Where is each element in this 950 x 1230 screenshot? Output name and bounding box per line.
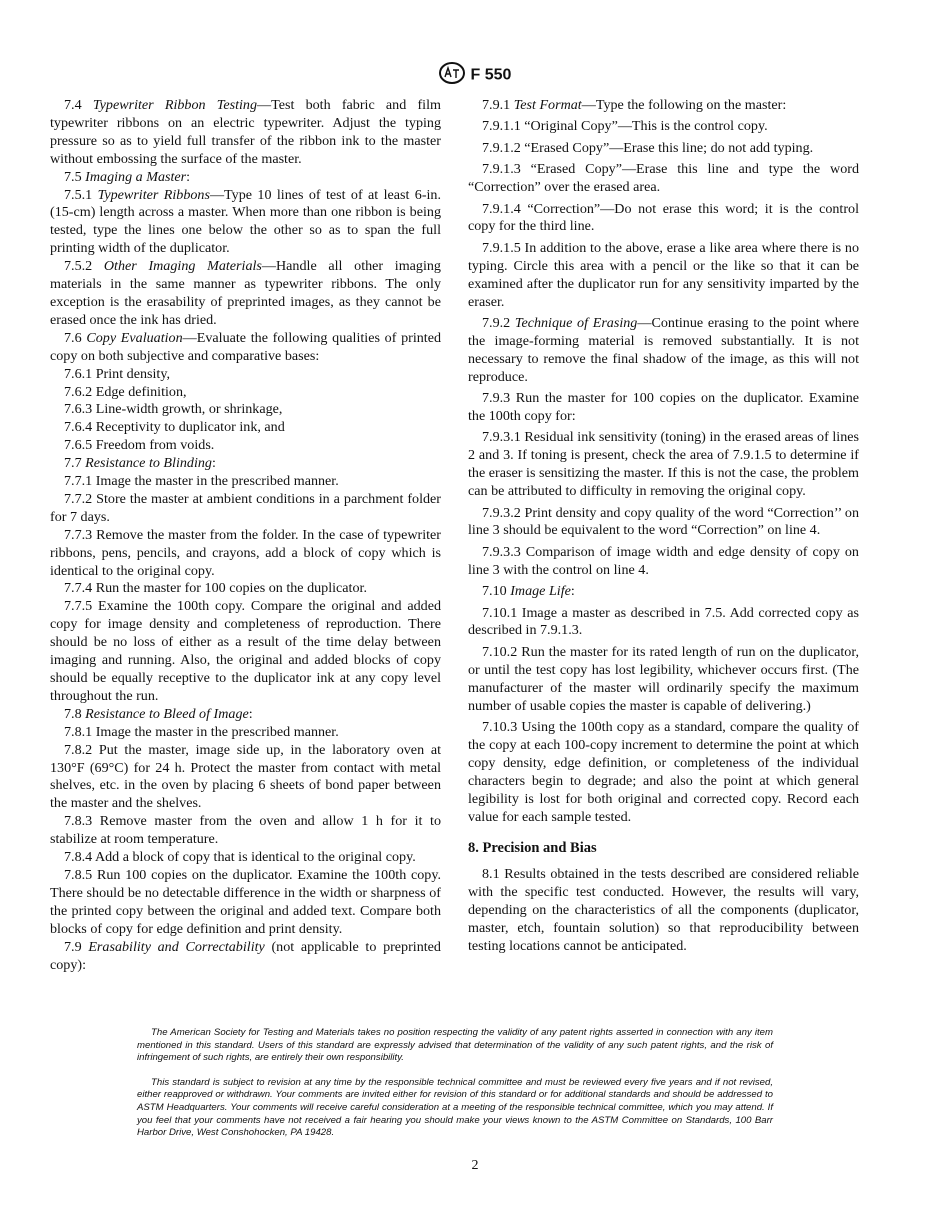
section-number: 7.7.3 <box>64 526 93 543</box>
paragraph-text: Comparison of image width and edge density of copy on line 3 with the control on line 4. <box>468 543 859 578</box>
paragraph-7-5 <box>50 169 441 187</box>
paragraph-7-9-3 <box>468 390 859 426</box>
paragraph-7-9-1-5 <box>468 240 859 312</box>
paragraph-title: Imaging a Master <box>85 168 187 185</box>
section-number: 7.9 <box>64 938 82 955</box>
patent-notice: The American Society for Testing and Materials takes no position respecting the validity of any patent rights asserted in connection with any item mentioned in this standard. Users of this standard are expressly advised that determination of the validity of any such patent rights, and the risk of infringement of such rights, are entirely their own responsibility. <box>137 1027 773 1064</box>
section-number: 7.10.3 <box>482 719 518 735</box>
paragraph-7-7-3 <box>50 527 441 581</box>
paragraph-7-10-2 <box>468 644 859 716</box>
section-number: 7.9.3.1 <box>482 429 521 446</box>
section-number: 7.10.2 <box>482 643 518 660</box>
paragraph-7-8-2 <box>50 742 441 814</box>
section-number: 7.6.5 <box>64 437 93 454</box>
paragraph-7-6-5 <box>50 437 441 455</box>
paragraph-7-9-2 <box>468 315 859 387</box>
page-header <box>0 62 950 89</box>
paragraph-text: Run 100 copies on the duplicator. Examine the 100th copy. There should be no detectable difference in the width or sharpness of the printed copy between the original and added text. Compare both blocks of copy for edge definition and print density. <box>50 866 441 937</box>
paragraph-text: In addition to the above, erase a like area where there is no typing. Circle this area with a pencil or the like so that it can be examined after the duplicator run for any sensitivity imparted by the eraser. <box>468 239 859 310</box>
paragraph-title: Typewriter Ribbon Testing <box>92 97 257 113</box>
paragraph-title: Test Format <box>513 97 582 113</box>
section-number: 7.7 <box>64 455 82 472</box>
paragraph-7-9-1-3 <box>468 161 859 197</box>
astm-logo-icon <box>439 62 465 89</box>
paragraph-7-7-4 <box>50 580 441 598</box>
paragraph-7-4 <box>50 97 441 169</box>
standard-designation: F 550 <box>470 66 512 84</box>
paragraph-7-6 <box>50 330 441 366</box>
section-number: 7.9.1.2 <box>482 139 521 156</box>
paragraph-text: Line-width growth, or shrinkage, <box>95 401 283 418</box>
paragraph-text: Examine the 100th copy. Compare the original and added copy for image density and completeness of reproduction. There should be no loss of either as a result of the time delay between imaging and running. Also, the original and added blocks of copy should be equally receptive to the duplicator ink at any copy level throughout the run. <box>50 598 441 704</box>
paragraph-text: Add a block of copy that is identical to the original copy. <box>94 849 416 866</box>
paragraph-7-9-3-1 <box>468 429 859 501</box>
paragraph-text: “Original Copy”—This is the control copy. <box>524 118 768 135</box>
paragraph-title: Copy Evaluation <box>86 329 183 346</box>
section-number: 7.9.1.1 <box>482 118 521 135</box>
paragraph-7-9-1 <box>468 97 859 115</box>
paragraph-7-7-1 <box>50 473 441 491</box>
paragraph-7-6-3 <box>50 401 441 419</box>
paragraph-7-9-1-4 <box>468 201 859 237</box>
section-number: 7.7.1 <box>64 473 93 490</box>
paragraph-7-10 <box>468 583 859 601</box>
paragraph-text: “Erased Copy”—Erase this line and type the word “Correction” over the erased area. <box>468 161 860 196</box>
paragraph-7-10-3 <box>468 719 859 826</box>
paragraph-text: : <box>570 583 575 600</box>
paragraph-7-5-1 <box>50 187 441 259</box>
paragraph-text: Edge definition, <box>95 383 187 400</box>
paragraph-7-8-5 <box>50 867 441 939</box>
paragraph-7-6-2 <box>50 384 441 402</box>
paragraph-7-8 <box>50 706 441 724</box>
section-number: 7.9.1.4 <box>482 200 521 217</box>
section-number: 7.9.3.3 <box>482 543 521 560</box>
paragraph-text: —Type 10 lines of test of at least 6-in. (15-cm) length across a master. When more than one ribbon is being tested, type the lines one below the other so as to span the full printing width of the duplicator. <box>50 186 441 257</box>
right-column <box>468 97 859 959</box>
paragraph-text: Run the master for 100 copies on the duplicator. Examine the 100th copy for: <box>468 390 860 424</box>
paragraph-title: Image Life <box>510 583 571 600</box>
paragraph-text: Print density and copy quality of the word “Correction’’ on line 3 should be equivalent to the word “Correction” on line 4. <box>468 504 860 539</box>
section-number: 7.7.4 <box>64 580 93 597</box>
paragraph-text: Print density, <box>95 365 170 382</box>
section-number: 7.7.2 <box>64 490 93 507</box>
paragraph-7-6-1 <box>50 366 441 384</box>
section-number: 7.10 <box>482 583 507 600</box>
paragraph-text: Using the 100th copy as a standard, compare the quality of the copy at each 100-copy increment to determine the point at which copy density, edge definition, or completeness of the individual characters begin to degrade; and also the point at which general legibility is lost for both original and corrected copy. Record each value for each sample tested. <box>468 719 859 825</box>
section-number: 7.9.1 <box>482 97 511 113</box>
paragraph-text: “Correction”—Do not erase this word; it is the control copy for the third line. <box>468 200 859 235</box>
paragraph-text: —Continue erasing to the point where the image-forming material is removed substantially. It is not necessary to remove the final shadow of the image, as this will not reproduce. <box>468 314 859 385</box>
paragraph-text: : <box>248 705 253 722</box>
paragraph-text: —Evaluate the following qualities of printed copy on both subjective and comparative bases: <box>50 329 442 364</box>
revision-notice: This standard is subject to revision at any time by the responsible technical committee and must be reviewed every five years and if not revised, either reapproved or withdrawn. Your comments are invited either for revision of this standard or for additional standards and should be addressed to ASTM Headquarters. Your comments will receive careful consideration at a meeting of the responsible technical committee, which you may attend. If you feel that your comments have not received a fair hearing you should make your views known to the ASTM Committee on Standards, 100 Barr Harbor Drive, West Conshohocken, PA 19428. <box>137 1076 773 1139</box>
paragraph-text: : <box>211 455 216 472</box>
section-number: 7.8.4 <box>64 849 93 866</box>
paragraph-text: (not applicable to preprinted copy): <box>50 938 441 973</box>
paragraph-title: Resistance to Blinding <box>85 455 212 472</box>
paragraph-7-9-3-3 <box>468 544 859 580</box>
section-number: 7.6.4 <box>64 419 93 436</box>
paragraph-text: Store the master at ambient conditions in a parchment folder for 7 days. <box>50 490 441 525</box>
paragraph-7-5-2 <box>50 258 441 330</box>
section-number: 7.5.2 <box>64 258 93 275</box>
section-number: 7.5 <box>64 168 82 185</box>
paragraph-title: Typewriter Ribbons <box>97 186 210 203</box>
paragraph-7-8-4 <box>50 849 441 867</box>
paragraph-7-9-1-2 <box>468 140 859 158</box>
section-number: 7.4 <box>64 97 82 113</box>
paragraph-text: “Erased Copy”—Erase this line; do not add typing. <box>524 139 814 156</box>
paragraph-text: —Test both fabric and film typewriter ribbons on an electric typewriter. Adjust the typing pressure so as to yield full transfer of the ribbon ink to the master without embossing the surface of the master. <box>50 97 441 167</box>
paragraph-7-7-2 <box>50 491 441 527</box>
page-number: 2 <box>471 1158 479 1173</box>
section-number: 7.6 <box>64 329 82 346</box>
section-number: 7.9.1.5 <box>482 239 521 256</box>
section-number: 7.6.2 <box>64 383 93 400</box>
section-number: 7.5.1 <box>64 186 93 203</box>
paragraph-text: : <box>186 168 191 185</box>
paragraph-text: Freedom from voids. <box>95 437 215 454</box>
paragraph-7-6-4 <box>50 419 441 437</box>
section-number: 7.7.5 <box>64 598 93 615</box>
paragraph-8-1: 8.1 Results obtained in the tests described are considered reliable with the specific test conducted. However, the results will vary, depending on the characteristics of all the components (duplicator, master, etch, fountain solution) so that reproducibility between testing locations cannot be anticipated. <box>468 866 859 954</box>
section-number: 7.9.3.2 <box>482 504 521 521</box>
paragraph-7-7-5 <box>50 598 441 705</box>
left-column <box>50 97 441 974</box>
paragraph-text: Image the master in the prescribed manner. <box>95 473 339 490</box>
section-number: 7.9.2 <box>482 314 511 331</box>
section-number: 7.8.1 <box>64 723 93 740</box>
section-number: 7.8.2 <box>64 741 93 758</box>
paragraph-title: Technique of Erasing <box>514 314 638 331</box>
section-number: 7.9.3 <box>482 390 511 407</box>
section-number: 7.8 <box>64 705 82 722</box>
paragraph-text: Put the master, image side up, in the laboratory oven at 130°F (69°C) for 24 h. Protect the master from contact with metal shelves, etc. in the oven by placing 6 sheets of bond paper between the master and the shelves. <box>50 741 441 812</box>
paragraph-text: Run the master for 100 copies on the duplicator. <box>95 580 367 597</box>
paragraph-title: Resistance to Bleed of Image <box>85 705 249 722</box>
paragraph-text: Image a master as described in 7.5. Add corrected copy as described in 7.9.1.3. <box>468 604 859 639</box>
paragraph-text: Residual ink sensitivity (toning) in the erased areas of lines 2 and 3. If toning is present, check the area of 7.9.1.5 to determine if the eraser is sensitizing the master. If this is not the case, the problem can be attributed to difficulty in removing the original copy. <box>468 429 859 500</box>
paragraph-7-7 <box>50 455 441 473</box>
paragraph-text: Remove the master from the folder. In the case of typewriter ribbons, pens, pencils, and crayons, add a block of copy which is identical to the original copy. <box>50 526 441 579</box>
section-number: 7.6.1 <box>64 365 93 382</box>
paragraph-7-9 <box>50 939 441 975</box>
paragraph-text: —Handle all other imaging materials in the same manner as typewriter ribbons. The only exception is the erasability of preprinted images, as they cannot be erased once the ink has dried. <box>50 258 441 328</box>
paragraph-text: Image the master in the prescribed manner. <box>95 723 339 740</box>
paragraph-title: Other Imaging Materials <box>103 258 262 275</box>
paragraph-title: Erasability and Correctability <box>88 938 265 955</box>
paragraph-text: —Type the following on the master: <box>581 97 787 113</box>
paragraph-7-8-1 <box>50 724 441 742</box>
paragraph-7-9-1-1 <box>468 118 859 136</box>
section-number: 7.6.3 <box>64 401 93 418</box>
footer-notice <box>137 1027 773 1152</box>
section-number: 7.10.1 <box>482 604 518 621</box>
paragraph-text: Receptivity to duplicator ink, and <box>95 419 285 436</box>
paragraph-7-10-1 <box>468 605 859 641</box>
section-number: 7.8.3 <box>64 813 93 830</box>
section-number: 7.9.1.3 <box>482 161 521 178</box>
section-number: 7.8.5 <box>64 866 93 883</box>
paragraph-7-8-3 <box>50 813 441 849</box>
paragraph-text: Remove master from the oven and allow 1 h for it to stabilize at room temperature. <box>50 813 441 848</box>
paragraph-text: Run the master for its rated length of run on the duplicator, or until the test copy has lost legibility, whichever occurs first. (The manufacturer of the master will ordinarily specify the maximum number of usable copies the master is capable of delivering.) <box>468 643 859 714</box>
paragraph-7-9-3-2 <box>468 505 859 541</box>
section-heading-precision-bias: 8. Precision and Bias <box>468 840 597 857</box>
